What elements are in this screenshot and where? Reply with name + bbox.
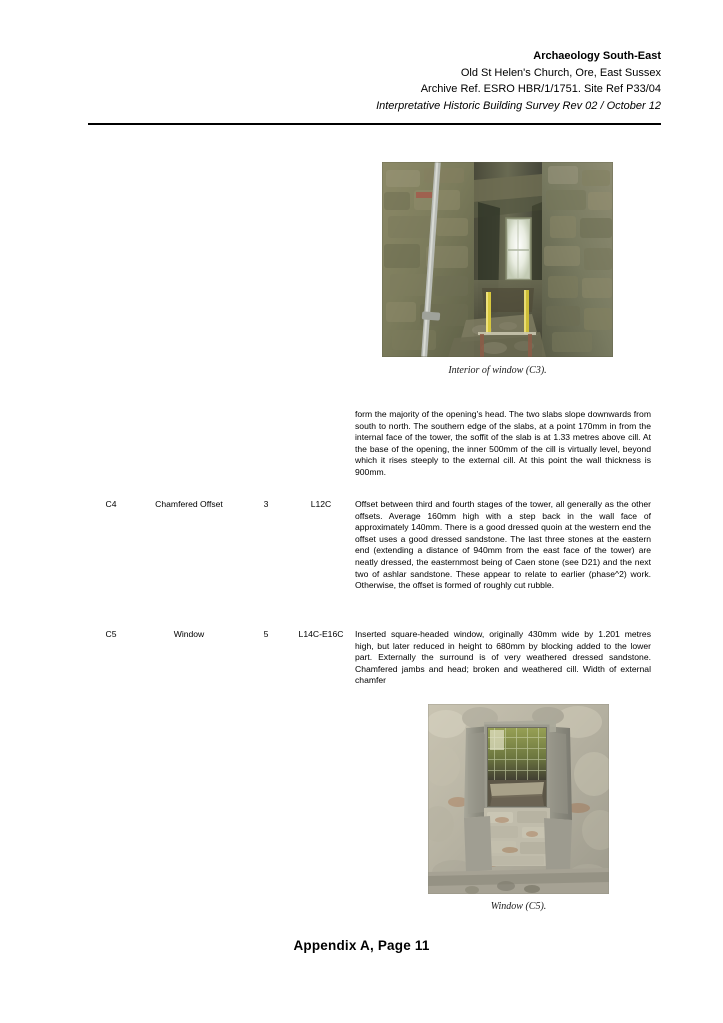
- entry-type-c4: Chamfered Offset: [155, 499, 223, 509]
- entry-code-c5: C5: [105, 629, 117, 639]
- header-survey: Interpretative Historic Building Survey Rev 02 / October 12: [376, 99, 661, 112]
- entry-description: form the majority of the opening's head. The two slabs slope downwards from south to north. The southern edge of the slabs, at a point 170mm in from the internal face of the tower, the soffit of the slab is at 1.33 metres above cill. At the base of the opening, the inner 500mm of the cill is virtually level, beyond which it rises steeply to the external cill. At this point the wall thickness is 900mm.: [355, 409, 651, 477]
- page-footer: Appendix A, Page 11: [293, 938, 430, 953]
- header-divider: [88, 123, 661, 125]
- entry-phase-c4: 3: [263, 499, 269, 509]
- caption-interior-of-window: Interior of window (C3).: [448, 365, 547, 376]
- entry-phase-c5: 5: [263, 629, 269, 639]
- page-header: [88, 48, 661, 115]
- entry-type-c5: Window: [173, 629, 205, 639]
- entry-date-c5: L14C-E16C: [298, 629, 344, 639]
- photo-interior-of-window: [382, 162, 613, 357]
- entry-date-c4: L12C: [310, 499, 332, 509]
- header-site: Old St Helen's Church, Ore, East Sussex: [460, 66, 661, 79]
- header-organisation: Archaeology South-East: [533, 50, 661, 62]
- entry-description-c4: Offset between third and fourth stages of the tower, all generally as the other offsets. Average 160mm high with a step back in the wall face of approximately 140mm. There is a good dressed quoin at the western end the offset uses a good dressed sandstone. The last three stones at the eastern end (extending a distance of 940mm from the east face of the tower) are neatly dressed, the easternmost being of Caen stone (see D21) and the next two of ashlar sandstone. These appear to relate to earlier (phase^2) work. Otherwise, the offset is formed of roughly cut rubble.: [355, 499, 651, 591]
- entry-description-c5: Inserted square-headed window, originally 430mm wide by 1.201 metres high, but later reduced in height to 680mm by blocking added to the lower part. Externally the surround is of very weathered dressed sandstone. Chamfered jambs and head; broken and weathered cill. Width of external chamfer: [355, 629, 651, 686]
- entry-code-c4: C4: [105, 499, 117, 509]
- caption-window-c5: Window (C5).: [490, 901, 547, 912]
- header-reference: Archive Ref. ESRO HBR/1/1751. Site Ref P33/04: [420, 83, 661, 95]
- photo-window-c5: [428, 704, 609, 894]
